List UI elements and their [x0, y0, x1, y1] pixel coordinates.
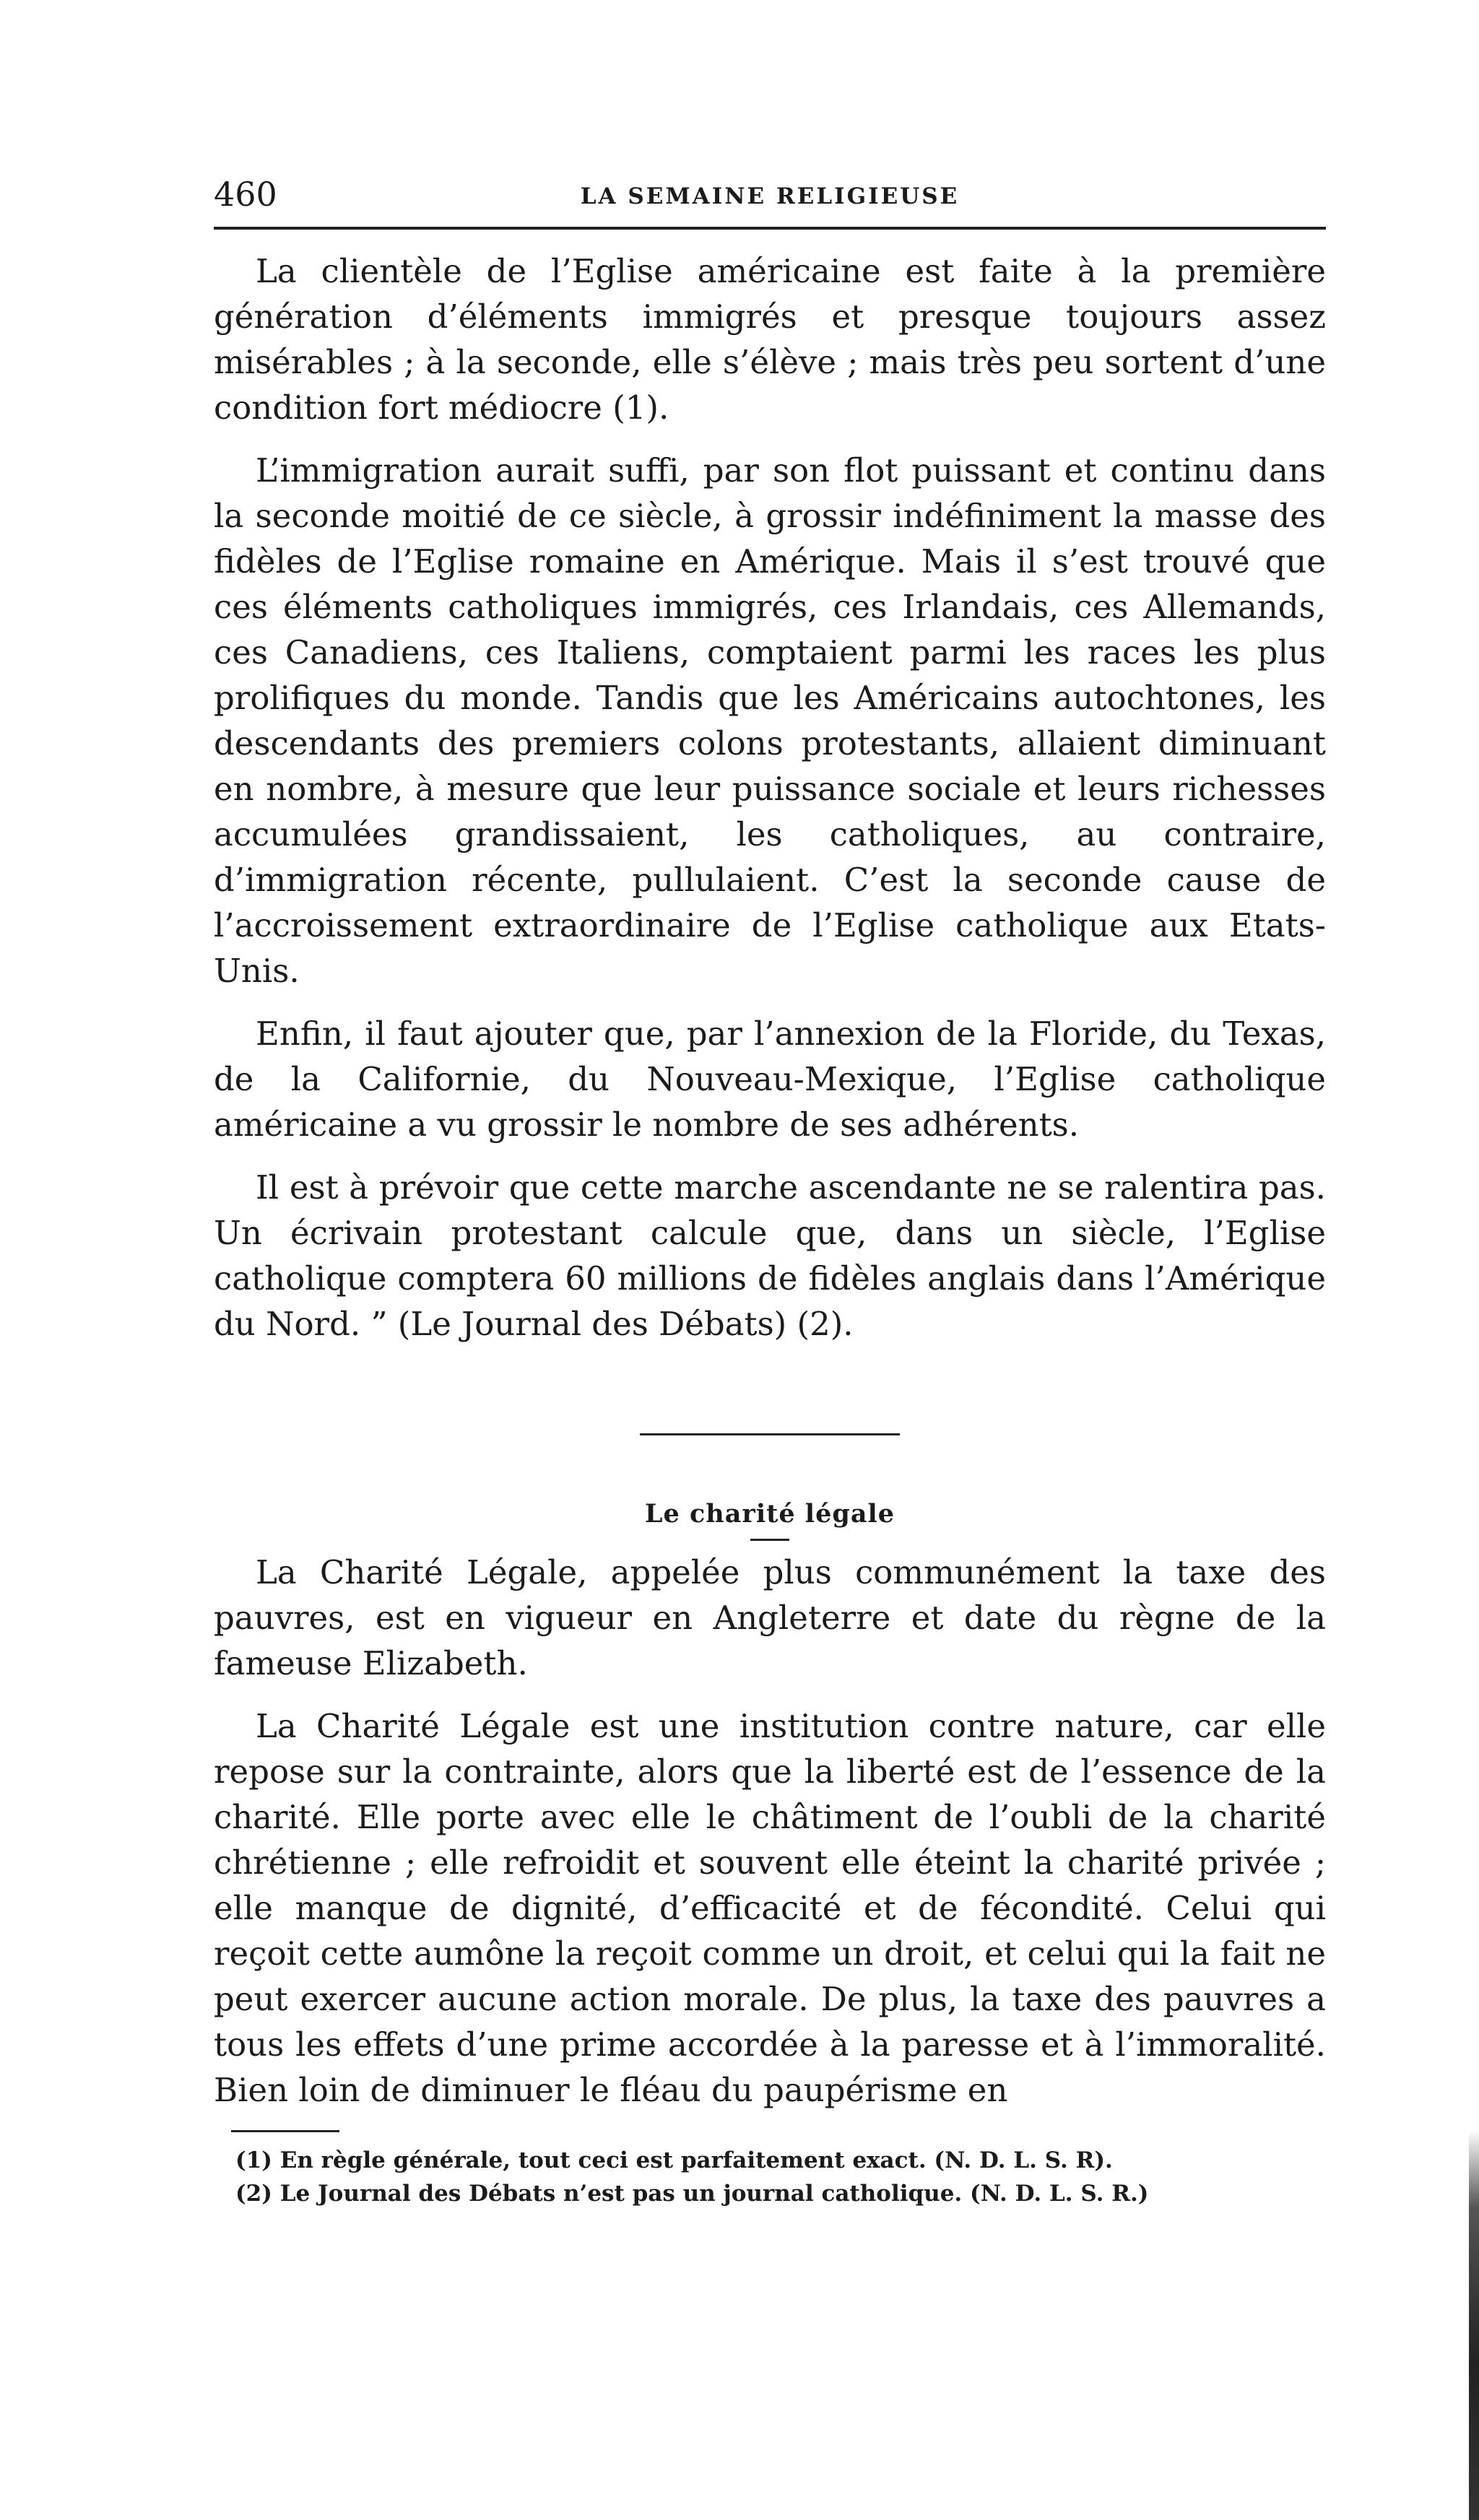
- footnotes: [214, 2144, 1326, 2210]
- article-charite-legale: [214, 1499, 1326, 2113]
- running-title: LA SEMAINE RELIGIEUSE: [580, 183, 960, 209]
- page-number: 460: [214, 175, 277, 214]
- paragraph: Enfin, il faut ajouter que, par l’annexion de la Floride, du Texas, de la Californie, du Nouveau-Mexique, l’Eglise catholique américaine a vu grossir le nombre de ses adhérents.: [214, 1014, 1326, 1144]
- footnote-rule: [231, 2130, 339, 2132]
- paragraph: Il est à prévoir que cette marche ascendante ne se ralentira pas. Un écrivain protestant calcule que, dans un siècle, l’Eglise catholique comptera 60 millions de fidèles anglais dans l’Amérique du Nord. ” (Le Journal des Débats) (2).: [214, 1168, 1326, 1343]
- running-head: [214, 173, 1326, 224]
- paragraph: L’immigration aurait suffi, par son flot puissant et continu dans la seconde moitié de ce siècle, à grossir indéfiniment la masse des fidèles de l’Eglise romaine en Amérique. Mais il s’est trouvé que ces éléments catholiques immigrés, ces Irlandais, ces Allemands, ces Canadiens, ces Italiens, comptaient parmi les races les plus prolifiques du monde. Tandis que les Américains autochtones, les descendants des premiers colons protestants, allaient diminuant en nombre, à mesure que leur puissance sociale et leurs richesses accumulées grandissaient, les catholiques, au contraire, d’immigration récente, pullulaient. C’est la seconde cause de l’accroissement extraordinaire de l’Eglise catholique aux Etats-Unis.: [214, 451, 1326, 990]
- footnote: (1) En règle générale, tout ceci est parfaitement exact. (N. D. L. S. R).: [235, 2147, 1113, 2173]
- paragraph: La Charité Légale est une institution contre nature, car elle repose sur la contrainte, alors que la liberté est de l’essence de la charité. Elle porte avec elle le châtiment de l’oubli de la charité chrétienne ; elle refroidit et souvent elle éteint la charité privée ; elle manque de dignité, d’efficacité et de fécondité. Celui qui reçoit cette aumône la reçoit comme un droit, et celui qui la fait ne peut exercer aucune action morale. De plus, la taxe des pauvres a tous les effets d’une prime accordée à la paresse et à l’immoralité. Bien loin de diminuer le fléau du paupérisme en: [214, 1707, 1326, 2109]
- header-rule: [214, 227, 1326, 230]
- paragraph: La Charité Légale, appelée plus communément la taxe des pauvres, est en vigueur en Angleterre et date du règne de la fameuse Elizabeth.: [214, 1553, 1326, 1682]
- margin-stain: [1469, 2130, 1479, 2520]
- paragraph: La clientèle de l’Eglise américaine est faite à la première génération d’éléments immigrés et presque toujours assez misérables ; à la seconde, elle s’élève ; mais très peu sortent d’une condition fort médiocre (1).: [214, 252, 1326, 427]
- section-heading: Le charité légale: [644, 1499, 895, 1529]
- footnote: (2) Le Journal des Débats n’est pas un journal catholique. (N. D. L. S. R.): [235, 2181, 1149, 2207]
- article-immigration: [214, 248, 1326, 1347]
- section-divider: [640, 1433, 900, 1435]
- book-page: [214, 173, 1326, 2210]
- heading-dash: [750, 1539, 789, 1541]
